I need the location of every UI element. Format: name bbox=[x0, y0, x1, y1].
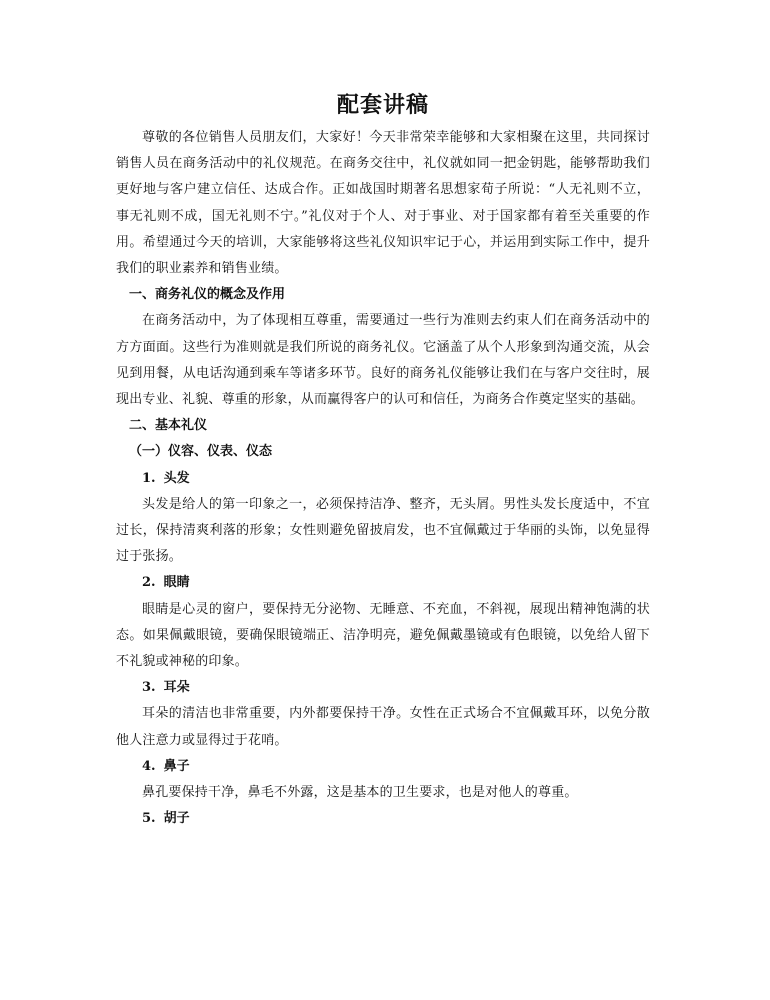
document-title: 配套讲稿 bbox=[336, 92, 429, 118]
item-heading-beard bbox=[116, 806, 650, 832]
item-title: 眼睛 bbox=[163, 575, 190, 591]
item-heading-ears bbox=[116, 675, 650, 701]
document-body bbox=[116, 88, 650, 832]
item-paragraph-nose: 鼻孔要保持干净，鼻毛不外露，这是基本的卫生要求，也是对他人的尊重。 bbox=[142, 785, 578, 801]
item-paragraph-ears: 耳朵的清洁也非常重要，内外都要保持干净。女性在正式场合不宜佩戴耳环，以免分散他人注意力或显得过于花哨。 bbox=[116, 706, 650, 748]
item-title: 鼻子 bbox=[163, 758, 190, 774]
item-number: 4. bbox=[142, 758, 156, 774]
section-concept-paragraph: 在商务活动中，为了体现相互尊重，需要通过一些行为准则去约束人们在商务活动中的方方面面。这些行为准则就是我们所说的商务礼仪。它涵盖了从个人形象到沟通交流，从会见到用餐，从电话沟通到乘车等诸多环节。良好的商务礼仪能够让我们在与客户交往时，展现出专业、礼貌、尊重的形象，从而赢得客户的认可和信任，为商务合作奠定坚实的基础。 bbox=[116, 313, 650, 408]
item-heading-hair bbox=[116, 466, 650, 492]
item-heading-eyes bbox=[116, 570, 650, 596]
item-number: 1. bbox=[142, 470, 156, 486]
item-number: 5. bbox=[142, 811, 156, 827]
section-heading-concept: 一、商务礼仪的概念及作用 bbox=[129, 287, 286, 303]
section-heading-basic-etiquette: 二、基本礼仪 bbox=[129, 418, 208, 434]
item-number: 3. bbox=[142, 680, 156, 696]
item-number: 2. bbox=[142, 575, 156, 591]
item-paragraph-eyes: 眼睛是心灵的窗户，要保持无分泌物、无睡意、不充血，不斜视，展现出精神饱满的状态。如果佩戴眼镜，要确保眼镜端正、洁净明亮，避免佩戴墨镜或有色眼镜，以免给人留下不礼貌或神秘的印象。 bbox=[116, 601, 650, 670]
item-paragraph-hair: 头发是给人的第一印象之一，必须保持洁净、整齐，无头屑。男性头发长度适中，不宜过长，保持清爽利落的形象；女性则避免留披肩发，也不宜佩戴过于华丽的头饰，以免显得过于张扬。 bbox=[116, 496, 650, 565]
subsection-heading-appearance: （一）仪容、仪表、仪态 bbox=[129, 444, 273, 460]
item-title: 头发 bbox=[163, 470, 190, 486]
item-title: 耳朵 bbox=[163, 680, 190, 696]
item-heading-nose bbox=[116, 754, 650, 780]
item-title: 胡子 bbox=[163, 811, 190, 827]
intro-paragraph: 尊敬的各位销售人员朋友们，大家好！今天非常荣幸能够和大家相聚在这里，共同探讨销售人员在商务活动中的礼仪规范。在商务交往中，礼仪就如同一把金钥匙，能够帮助我们更好地与客户建立信任、达成合作。正如战国时期著名思想家荀子所说：“人无礼则不立，事无礼则不成，国无礼则不宁。”礼仪对于个人、对于事业、对于国家都有着至关重要的作用。希望通过今天的培训，大家能够将这些礼仪知识牢记于心，并运用到实际工作中，提升我们的职业素养和销售业绩。 bbox=[116, 130, 650, 277]
